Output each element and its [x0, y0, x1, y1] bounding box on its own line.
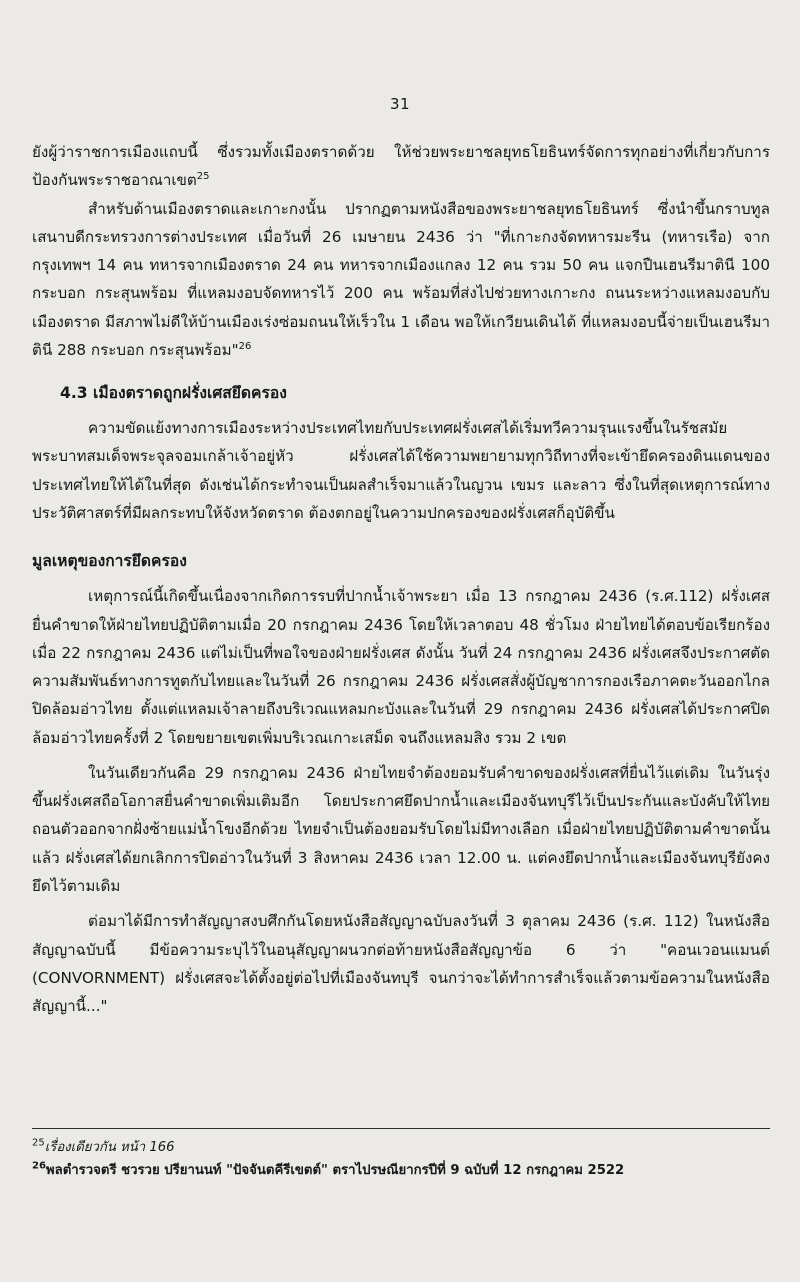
paragraph: ต่อมาได้มีการทำสัญญาสงบศึกกันโดยหนังสือสัญญาฉบับลงวันที่ 3 ตุลาคม 2436 (ร.ศ. 112) ในหนังสือสัญญาฉบับนี้ มีข้อความระบุไว้ในอนุสัญญาผนวกต่อท้ายหนังสือสัญญาข้อ 6 ว่า "คอนเวอนแมนต์ (CONVORNMENT) ฝรั่งเศสจะได้ตั้งอยู่ต่อไปที่เมืองจันทบุรี จนกว่าจะได้ทำการสำเร็จแล้วตามข้อความในหนังสือสัญญานี้...": [32, 912, 770, 1016]
page-content: [32, 138, 770, 1020]
footnote-text: พลตำรวจตรี ชวรวย ปรียานนท์ "ปัจจันตคีรีเขตต์" ตราไปรษณียากรปีที่ 9 ฉบับที่ 12 กรกฎาคม 2522: [45, 1163, 625, 1179]
paragraph: [32, 138, 770, 195]
paragraph: [32, 195, 770, 365]
spacer: [32, 900, 770, 907]
footnote-item: [32, 1136, 770, 1159]
paragraph: ความขัดแย้งทางการเมืองระหว่างประเทศไทยกับประเทศฝรั่งเศสได้เริ่มทวีความรุนแรงขึ้นในรัชสมัยพระบาทสมเด็จพระจุลจอมเกล้าเจ้าอยู่หัว ฝรั่งเศสได้ใช้ความพยายามทุกวิถีทางที่จะเข้ายึดครองดินแดนของประเทศไทยให้ได้ในที่สุด ดังเช่นได้กระทำจนเป็นผลสำเร็จมาแล้วในญวน เขมร และลาว ซึ่งในที่สุดเหตุการณ์ทางประวัติศาสตร์ที่มีผลกระทบให้จังหวัดตราด ต้องตกอยู่ในความปกครองของฝรั่งเศสก็อุบัติขึ้น: [32, 419, 770, 522]
section-heading-causes: มูลเหตุของการยึดครอง: [32, 552, 187, 571]
paragraph-text: ยังผู้ว่าราชการเมืองแถบนี้ ซึ่งรวมทั้งเมืองตราดด้วย ให้ช่วยพระยาชลยุทธโยธินทร์จัดการทุกอย่างที่เกี่ยวกับการป้องกันพระราชอาณาเขต: [32, 143, 770, 190]
spacer: [32, 752, 770, 759]
paragraph-text: สำหรับด้านเมืองตราดและเกาะกงนั้น ปรากฏตามหนังสือของพระยาชลยุทธโยธินทร์ ซึ่งนำขึ้นกราบทูลเสนาบดีกระทรวงการต่างประเทศ เมื่อวันที่ 26 เมษายน 2436 ว่า "ที่เกาะกงจัดทหารมะรีน (ทหารเรือ) จากกรุงเทพฯ 14 คน ทหารจากเมืองตราด 24 คน ทหารจากเมืองแกลง 12 คน รวม 50 คน แจกปืนเฮนรีมาตินี 100 กระบอก กระสุนพร้อม ที่แหลมงอบจัดทหารไว้ 200 คน พร้อมที่ส่งไปช่วยทางเกาะกง ถนนระหว่างแหลมงอบกับเมืองตราด มีสภาพไม่ดีให้บ้านเมืองเร่งซ่อมถนนให้เร็วใน 1 เดือน พอให้เกวียนเดินได้ ที่แหลมงอบนี้จ่ายเป็นเฮนรีมาตินี 288 กระบอก กระสุนพร้อม": [32, 199, 770, 359]
page-number: 31: [389, 95, 411, 113]
footnote-divider: [32, 1128, 770, 1129]
paragraph: ในวันเดียวกันคือ 29 กรกฎาคม 2436 ฝ่ายไทยจำต้องยอมรับคำขาดของฝรั่งเศสที่ยื่นไว้แต่เดิม ในวันรุ่งขึ้นฝรั่งเศสถือโอกาสยื่นคำขาดเพิ่มเติมอีก โดยประกาศยึดปากน้ำและเมืองจันทบุรีไว้เป็นประกันและบังคับให้ไทยถอนตัวออกจากฝั่งซ้ายแม่น้ำโขงอีกด้วย ไทยจำเป็นต้องยอมรับโดยไม่มีทางเลือก เมื่อฝ่ายไทยปฏิบัติตามคำขาดนั้นแล้ว ฝรั่งเศสได้ยกเลิกการปิดอ่าวในวันที่ 3 สิงหาคม 2436 เวลา 12.00 น. แต่คงยึดปากน้ำและเมืองจันทบุรียังคงยึดไว้ตามเดิม: [32, 763, 770, 895]
spacer: [32, 407, 770, 414]
paragraph: เหตุการณ์นี้เกิดขึ้นเนื่องจากเกิดการรบที่ปากน้ำเจ้าพระยา เมื่อ 13 กรกฎาคม 2436 (ร.ศ.112) ฝรั่งเศสยื่นคำขาดให้ฝ่ายไทยปฏิบัติตามเมื่อ 20 กรกฎาคม 2436 โดยให้เวลาตอบ 48 ชั่วโมง ฝ่ายไทยได้ตอบข้อเรียกร้องเมื่อ 22 กรกฎาคม 2436 แต่ไม่เป็นที่พอใจของฝ่ายฝรั่งเศส ดังนั้น วันที่ 24 กรกฎาคม 2436 ฝรั่งเศสจึงประกาศตัดความสัมพันธ์ทางการทูตกับไทยและในวันที่ 26 กรกฎาคม 2436 ฝรั่งเศสสั่งผู้บัญชาการกองเรือภาคตะวันออกไกลปิดล้อมอ่าวไทย ตั้งแต่แหลมเจ้าลายถึงบริเวณแหลมกะบังและในวันที่ 29 กรกฎาคม 2436 ฝรั่งเศสได้ประกาศปิดล้อมอ่าวไทยครั้งที่ 2 โดยขยายเขตเพิ่มบริเวณเกาะเสม็ด จนถึงแหลมสิง รวม 2 เขต: [32, 587, 770, 747]
section-heading-4-3: 4.3 เมืองตราดถูกฝรั่งเศสยึดครอง: [60, 384, 287, 403]
spacer: [32, 575, 770, 582]
spacer: [32, 364, 770, 379]
footnote-ref[interactable]: 25: [196, 171, 210, 183]
footnote-ref[interactable]: 26: [238, 340, 252, 352]
footnotes-section: [32, 1128, 770, 1182]
footnote-number: 25: [32, 1137, 45, 1149]
footnote-number: 26: [32, 1160, 46, 1172]
footnote-text: เรื่องเดียวกัน หน้า 166: [44, 1140, 175, 1155]
spacer: [32, 527, 770, 547]
footnote-item: [32, 1159, 770, 1182]
